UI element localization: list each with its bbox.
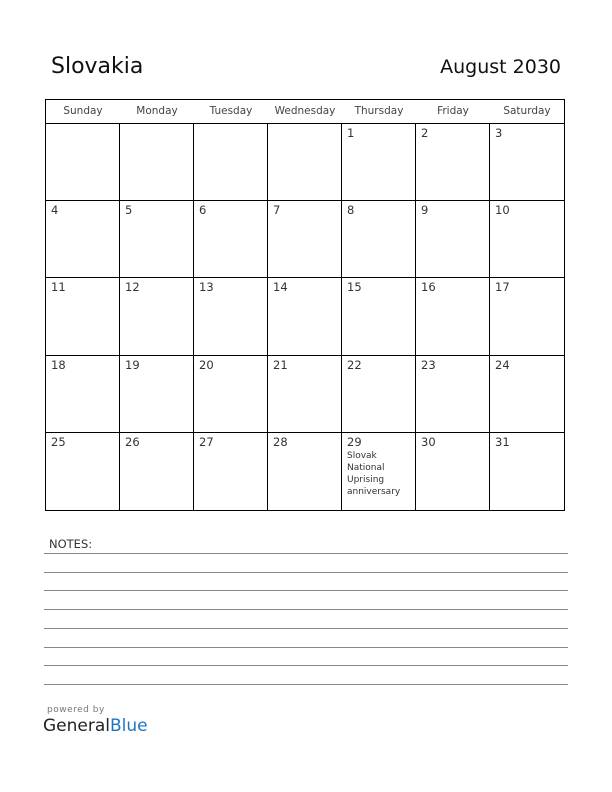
- weekday-saturday: Saturday: [503, 105, 551, 117]
- day-number: 9: [421, 203, 429, 218]
- day-cell: [416, 201, 490, 278]
- day-number: 28: [273, 434, 288, 449]
- day-cell: [490, 124, 564, 201]
- notes-line: [44, 628, 568, 629]
- day-cell: [342, 356, 416, 433]
- weekday-header-row: [46, 100, 564, 124]
- day-cell: [490, 278, 564, 355]
- day-cell: [268, 278, 342, 355]
- day-cell: [416, 433, 490, 510]
- day-number: 26: [125, 434, 140, 449]
- notes-line: [44, 590, 568, 591]
- day-cell: [120, 356, 194, 433]
- day-cell: [46, 356, 120, 433]
- day-number: 6: [199, 203, 207, 218]
- day-number: 19: [125, 357, 140, 372]
- generalblue-logo: [43, 716, 148, 736]
- day-cell: [194, 124, 268, 201]
- day-number: 10: [495, 203, 510, 218]
- notes-line: [44, 647, 568, 648]
- day-cell: [490, 201, 564, 278]
- brand-blue: Blue: [110, 716, 148, 736]
- day-number: 24: [495, 357, 510, 372]
- day-cell: [120, 278, 194, 355]
- weekday-thursday: Thursday: [354, 105, 404, 117]
- day-cell: [342, 124, 416, 201]
- day-cell: [120, 433, 194, 510]
- day-cell: [416, 356, 490, 433]
- day-number: 18: [51, 357, 66, 372]
- day-cell: [46, 201, 120, 278]
- day-cell: [268, 356, 342, 433]
- weekday-monday: Monday: [136, 105, 178, 117]
- day-number: 17: [495, 280, 510, 295]
- day-number: 13: [199, 280, 214, 295]
- day-cell: [342, 278, 416, 355]
- day-cell: [268, 201, 342, 278]
- day-cell: [120, 201, 194, 278]
- day-cell: [268, 433, 342, 510]
- country-title: Slovakia: [51, 54, 144, 79]
- holiday-label: Slovak National Uprising anniversary: [347, 450, 401, 497]
- day-number: 15: [347, 280, 362, 295]
- day-number: 3: [495, 126, 503, 140]
- notes-line: [44, 609, 568, 610]
- notes-label: NOTES:: [49, 537, 93, 551]
- day-cells: [46, 124, 564, 510]
- notes-line: [44, 665, 568, 666]
- day-cell: [416, 124, 490, 201]
- day-cell: [490, 356, 564, 433]
- day-number: 20: [199, 357, 214, 372]
- day-number: 5: [125, 203, 133, 218]
- day-number: 30: [421, 434, 436, 449]
- brand-general: General: [43, 716, 110, 736]
- day-cell: [342, 201, 416, 278]
- day-cell: [490, 433, 564, 510]
- day-number: 31: [495, 434, 510, 449]
- day-cell: [268, 124, 342, 201]
- day-cell: [46, 433, 120, 510]
- month-year-title: August 2030: [440, 56, 561, 78]
- day-number: 14: [273, 280, 288, 295]
- day-number: 25: [51, 434, 66, 449]
- day-number: 16: [421, 280, 436, 295]
- day-cell: [194, 278, 268, 355]
- day-number: 11: [51, 280, 66, 295]
- day-number: 2: [421, 126, 429, 140]
- weekday-friday: Friday: [437, 105, 469, 117]
- day-number: 8: [347, 203, 355, 218]
- day-cell: [46, 278, 120, 355]
- notes-line: [44, 684, 568, 685]
- calendar-grid: [45, 99, 565, 511]
- notes-line: [44, 572, 568, 573]
- day-number: 21: [273, 357, 288, 372]
- day-number: 29: [347, 434, 362, 449]
- day-number: 27: [199, 434, 214, 449]
- day-cell: [342, 433, 416, 510]
- notes-line: [44, 553, 568, 554]
- weekday-wednesday: Wednesday: [274, 105, 336, 117]
- day-number: 23: [421, 357, 436, 372]
- day-cell: [416, 278, 490, 355]
- day-cell: [46, 124, 120, 201]
- day-cell: [120, 124, 194, 201]
- day-number: 4: [51, 203, 59, 218]
- day-cell: [194, 356, 268, 433]
- weekday-sunday: Sunday: [63, 105, 103, 117]
- day-number: 1: [347, 126, 355, 140]
- day-number: 22: [347, 357, 362, 372]
- weekday-tuesday: Tuesday: [209, 105, 253, 117]
- day-number: 7: [273, 203, 281, 218]
- day-cell: [194, 433, 268, 510]
- day-number: 12: [125, 280, 140, 295]
- day-cell: [194, 201, 268, 278]
- powered-by-text: powered by: [47, 705, 105, 715]
